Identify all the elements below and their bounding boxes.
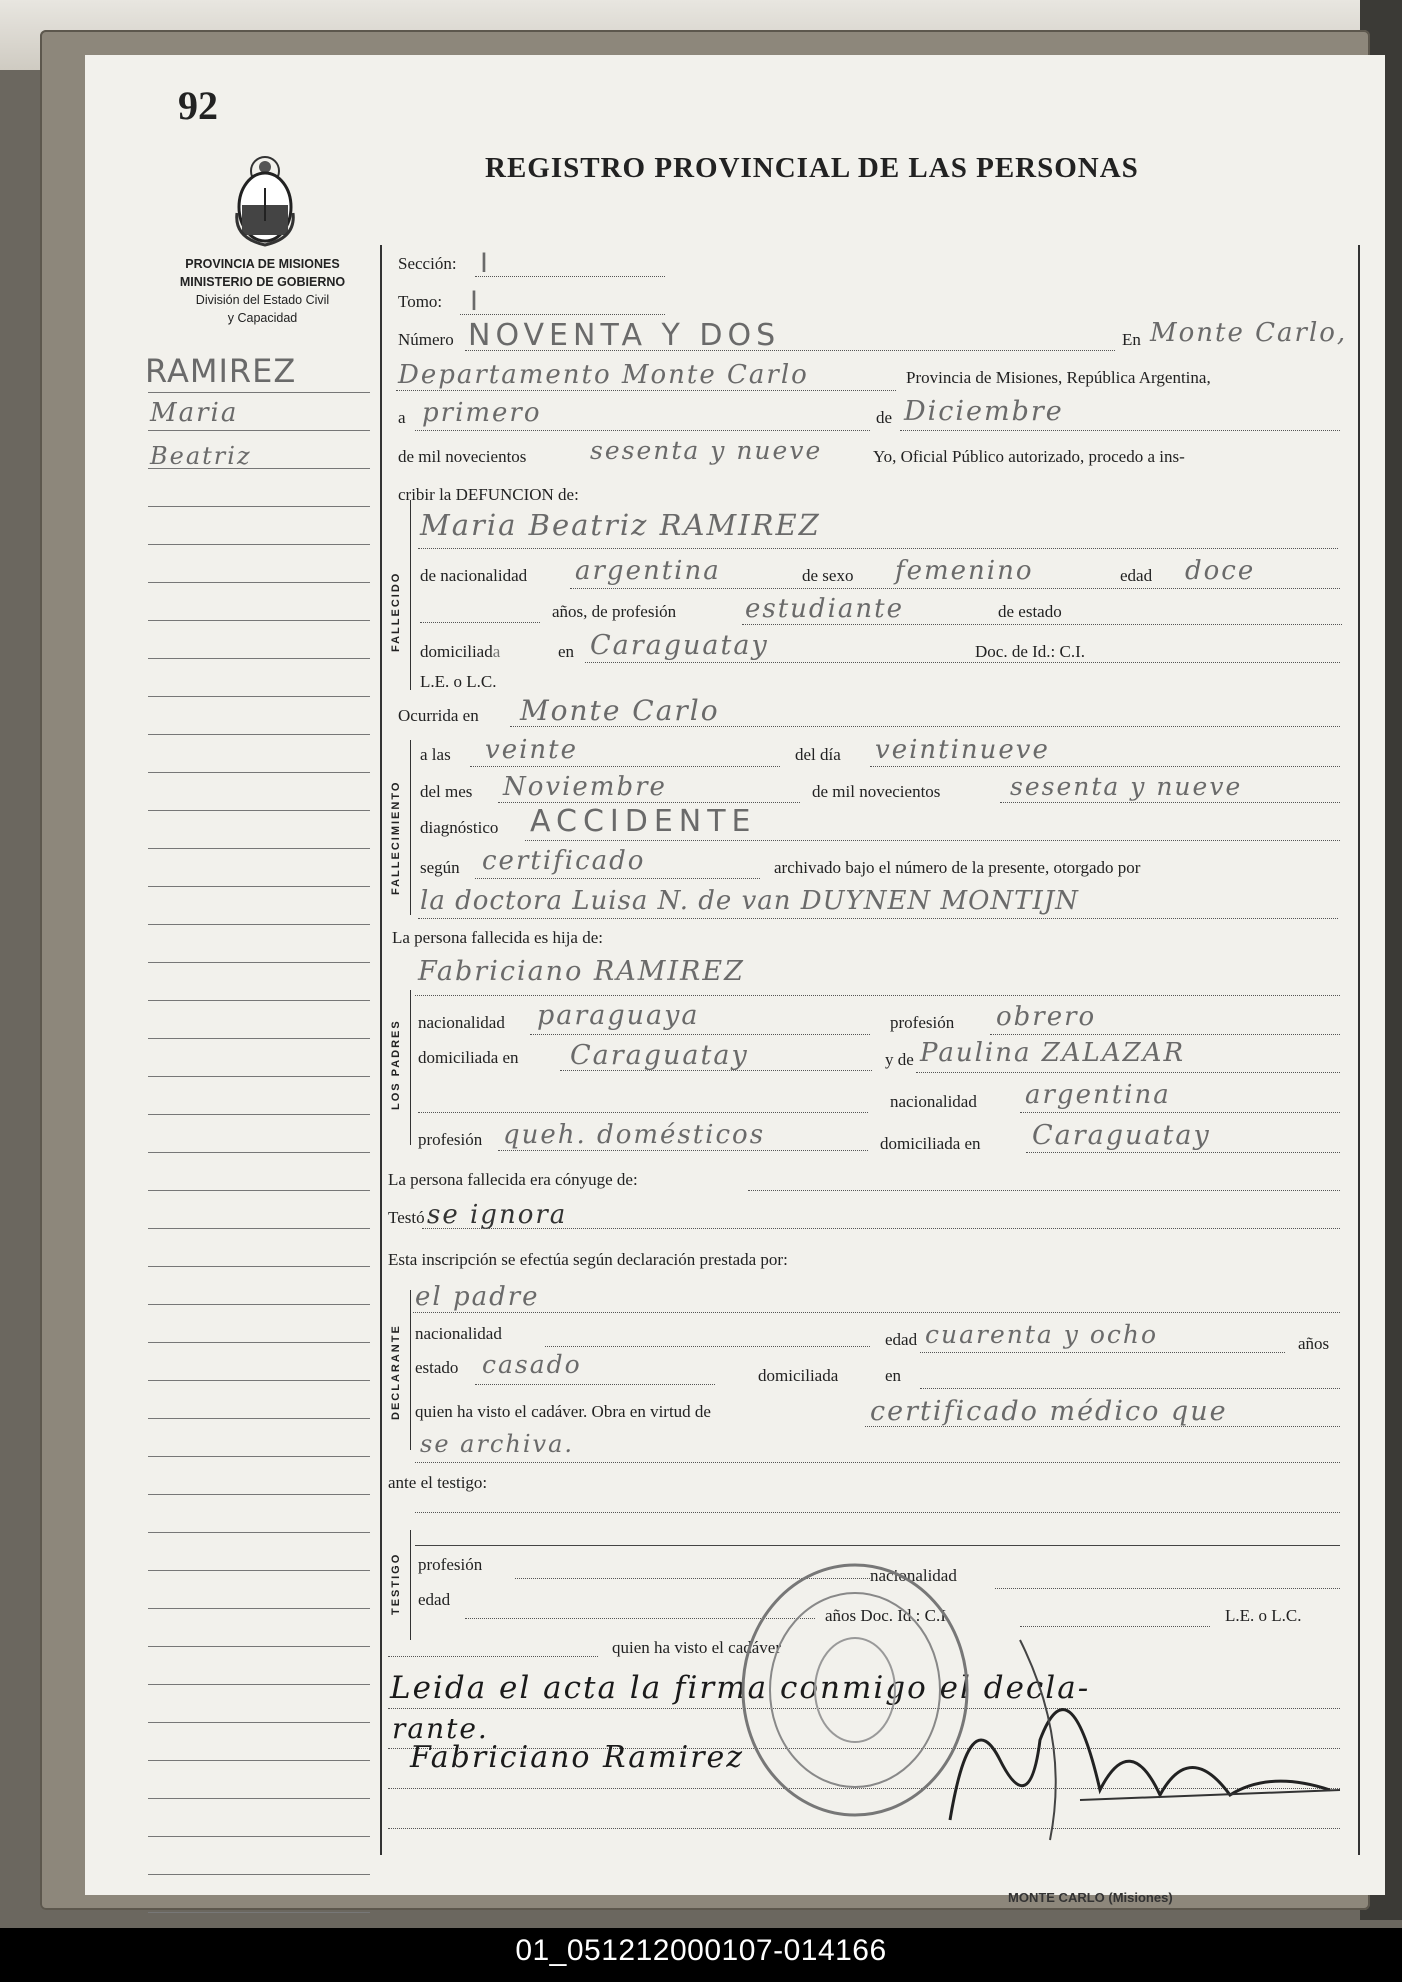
margin-rule-line — [148, 734, 370, 735]
doctora-line — [418, 918, 1338, 919]
margin-rule-line — [148, 1760, 370, 1761]
section-label-padres: LOS PADRES — [390, 1019, 402, 1110]
departamento-value: Departamento Monte Carlo — [398, 360, 809, 390]
fallecido-nombre: Maria Beatriz RAMIREZ — [420, 508, 821, 542]
padre-nacionalidad-value: paraguaya — [537, 1000, 700, 1031]
declarante-bracket — [410, 1290, 411, 1450]
padre-nombre: Fabriciano RAMIREZ — [418, 956, 745, 987]
a-label: a — [398, 408, 406, 427]
padre-domiciliada-label: domiciliada en — [418, 1048, 519, 1067]
fallecido-domiciliado-label — [420, 642, 500, 662]
fallecimiento-mes-value: Noviembre — [503, 772, 667, 802]
a-las-label: a las — [420, 745, 451, 764]
office-stamp-text: MONTE CARLO (Misiones) — [1008, 1890, 1173, 1905]
section-label-fallecido: FALLECIDO — [390, 571, 402, 652]
madre-domiciliada-label: domiciliada en — [880, 1134, 981, 1153]
declarante-domiciliada-label: domiciliada — [758, 1366, 839, 1385]
fallecido-domicilio-value: Caraguatay — [590, 630, 769, 661]
declarante-virtud-value-2: se archiva. — [420, 1430, 574, 1458]
testigo-nacionalidad-label: nacionalidad — [870, 1566, 957, 1585]
diagnostico-line — [525, 840, 1340, 841]
madre-nombre-line — [916, 1072, 1340, 1073]
ocurrida-value: Monte Carlo — [520, 694, 720, 727]
dia-label: del día — [795, 745, 841, 764]
declarante-virtud-value: certificado médico que — [870, 1396, 1228, 1427]
madre-domicilio-line — [1026, 1152, 1340, 1153]
section-label-declarante: DECLARANTE — [390, 1324, 402, 1420]
margin-rule-line — [148, 1114, 370, 1115]
margin-rule-line — [148, 1190, 370, 1191]
fallecido-profesion-value: estudiante — [745, 594, 904, 624]
declarante-nombre: el padre — [415, 1282, 540, 1312]
margin-rule-line — [148, 696, 370, 697]
y-de-label: y de — [885, 1050, 914, 1069]
madre-nacionalidad-line — [1020, 1112, 1340, 1113]
seccion-line — [475, 276, 665, 277]
margin-rule-line — [148, 430, 370, 431]
departamento-line — [396, 390, 896, 391]
margin-rule-line — [148, 1038, 370, 1039]
margin-rule-line — [148, 1608, 370, 1609]
declarante-estado-value: casado — [482, 1350, 582, 1379]
provincia-text: Provincia de Misiones, República Argentina, — [906, 368, 1211, 387]
inscripcion-text: Esta inscripción se efectúa según declaración prestada por: — [388, 1250, 788, 1269]
seccion-value: I — [480, 248, 491, 279]
margin-rule-line — [148, 1152, 370, 1153]
fallecido-edad-num-line — [420, 622, 540, 623]
segun-value: certificado — [482, 846, 646, 876]
fallecimiento-mes-line — [498, 802, 800, 803]
margin-given-name-1: Maria — [150, 398, 239, 428]
conyuge-line — [748, 1190, 1340, 1191]
margin-surname: RAMIREZ — [145, 352, 297, 390]
fallecimiento-mes-label: del mes — [420, 782, 473, 801]
margin-rule-line — [148, 772, 370, 773]
margin-rule-line — [148, 848, 370, 849]
hora-value: veinte — [485, 735, 578, 765]
fallecido-sexo-label: de sexo — [802, 566, 854, 585]
padre-domicilio-value: Caraguatay — [570, 1040, 749, 1071]
margin-rule-line — [148, 1912, 370, 1913]
dia-value: primero — [422, 398, 542, 428]
dia-line — [415, 430, 870, 431]
fallecido-bracket — [410, 500, 411, 690]
fallecido-estado-label: de estado — [998, 602, 1062, 621]
coat-of-arms-icon — [232, 143, 298, 248]
issuer-ministry: MINISTERIO DE GOBIERNO — [179, 275, 346, 289]
margin-rule-line — [148, 1874, 370, 1875]
madre-profesion-value: queh. domésticos — [503, 1120, 766, 1150]
margin-rule-line — [148, 1266, 370, 1267]
testigo-le-label: L.E. o L.C. — [1225, 1606, 1302, 1625]
declarante-virtud-line — [865, 1426, 1340, 1427]
diagnostico-label: diagnóstico — [420, 818, 499, 837]
margin-rule-line — [148, 658, 370, 659]
issuer-province: PROVINCIA DE MISIONES — [185, 257, 340, 271]
margin-rule-line — [148, 962, 370, 963]
oficial-text: Yo, Oficial Público autorizado, procedo a ins- — [873, 447, 1185, 466]
padre-domicilio-line — [560, 1070, 872, 1071]
margin-rule-line — [148, 1304, 370, 1305]
ocurrida-label: Ocurrida en — [398, 706, 479, 725]
madre-nacionalidad-value: argentina — [1025, 1080, 1171, 1110]
testigo-visto-line — [388, 1656, 598, 1657]
fallecido-sexo-value: femenino — [895, 556, 1034, 586]
margin-rule-line — [148, 1722, 370, 1723]
declarant-signature: Fabriciano Ramirez — [410, 1740, 745, 1775]
margin-rule-line — [148, 1494, 370, 1495]
testigo-profesion-label: profesión — [418, 1555, 483, 1574]
declarante-edad-line — [920, 1352, 1285, 1353]
margin-rule-line — [148, 1418, 370, 1419]
madre-nacionalidad-label: nacionalidad — [890, 1092, 977, 1111]
testo-line — [422, 1228, 1340, 1229]
declarante-nacionalidad-line — [545, 1346, 870, 1347]
tomo-label: Tomo: — [398, 292, 443, 311]
margin-rule-line — [148, 544, 370, 545]
en-label: En — [1122, 330, 1141, 349]
testigo-anios-doc-label: años Doc. Id.: C.I. — [825, 1606, 951, 1625]
padre-line-extra — [418, 1112, 868, 1113]
margin-rule-line — [148, 1342, 370, 1343]
margin-rule-line — [148, 886, 370, 887]
issuer-header — [140, 255, 385, 327]
image-identifier: 01_051212000107-014166 — [515, 1934, 887, 1967]
madre-nombre: Paulina ZALAZAR — [920, 1038, 1186, 1068]
doctora-value: la doctora Luisa N. de van DUYNEN MONTIJN — [420, 886, 1079, 916]
testo-value: se ignora — [427, 1200, 568, 1230]
numero-value: NOVENTA Y DOS — [468, 318, 781, 353]
fallecido-nombre-line — [418, 548, 1338, 549]
declarante-en-label: en — [885, 1366, 902, 1385]
declarante-edad-label: edad — [885, 1330, 918, 1349]
section-label-testigo: TESTIGO — [390, 1552, 402, 1615]
testigo-blank-line-1 — [415, 1512, 1340, 1513]
form-right-border — [1358, 245, 1360, 1855]
madre-domicilio-value: Caraguatay — [1032, 1120, 1211, 1151]
margin-rule-line — [148, 620, 370, 621]
testigo-edad-label: edad — [418, 1590, 451, 1609]
anio-prefix: de mil novecientos — [398, 447, 527, 466]
anio-value: sesenta y nueve — [590, 436, 823, 465]
padre-profesion-label: profesión — [890, 1013, 955, 1032]
mes-value: Diciembre — [904, 396, 1064, 427]
margin-given-name-2: Beatriz — [150, 442, 252, 470]
declarante-virtud-line-2 — [415, 1462, 1340, 1463]
fallecimiento-dia-value: veintinueve — [875, 735, 1050, 765]
margin-rule-line — [148, 582, 370, 583]
margin-rule-line — [148, 392, 370, 393]
section-label-fallecimiento: FALLECIMIENTO — [390, 780, 402, 895]
padre-nacionalidad-line — [530, 1034, 870, 1035]
margin-rule-line — [148, 1798, 370, 1799]
margin-rule-line — [148, 1646, 370, 1647]
hora-line — [470, 766, 780, 767]
archivado-text: archivado bajo el número de la presente, otorgado por — [774, 858, 1141, 877]
declarante-anios-label: años — [1298, 1334, 1330, 1353]
testigo-top-rule — [415, 1545, 1340, 1546]
fallecimiento-anio-value: sesenta y nueve — [1010, 772, 1243, 801]
declarante-estado-line — [475, 1384, 715, 1385]
margin-rule-line — [148, 924, 370, 925]
fallecido-en-label: en — [558, 642, 575, 661]
declarante-visto-text: quien ha visto el cadáver. Obra en virtud de — [415, 1402, 711, 1421]
padre-nombre-line — [415, 995, 1340, 996]
margin-rule-line — [148, 1000, 370, 1001]
padre-nacionalidad-label: nacionalidad — [418, 1013, 505, 1032]
form-left-border — [380, 245, 382, 1855]
fallecimiento-dia-line — [870, 766, 1340, 767]
inscribir-text: cribir la DEFUNCION de: — [398, 485, 579, 504]
ocurrida-line — [510, 726, 1340, 727]
margin-rule-line — [148, 1684, 370, 1685]
testigo-visto-text: quien ha visto el cadáver — [612, 1638, 781, 1657]
ante-testigo-text: ante el testigo: — [388, 1473, 488, 1492]
declarante-nombre-line — [413, 1312, 1340, 1313]
de-label: de — [876, 408, 893, 427]
fallecido-line-4 — [585, 662, 1340, 663]
margin-rule-line — [148, 468, 370, 469]
fallecido-anios-profesion-label: años, de profesión — [552, 602, 677, 621]
margin-rule-line — [148, 506, 370, 507]
margin-rule-line — [148, 1076, 370, 1077]
document-title: REGISTRO PROVINCIAL DE LAS PERSONAS — [485, 152, 1139, 184]
mes-line — [900, 430, 1340, 431]
madre-profesion-label: profesión — [418, 1130, 483, 1149]
fallecido-domiciliado-suffix: a — [492, 642, 501, 661]
fallecido-edad-label: edad — [1120, 566, 1153, 585]
official-signature — [930, 1620, 1350, 1860]
madre-profesion-line — [498, 1150, 868, 1151]
fallecimiento-bracket — [410, 740, 411, 915]
closing-line-1: Leida el acta la firma conmigo el decla- — [390, 1670, 1091, 1706]
segun-line — [475, 878, 760, 879]
margin-rule-line — [148, 1228, 370, 1229]
declarante-nacionalidad-label: nacionalidad — [415, 1324, 502, 1343]
hija-text: La persona fallecida es hija de: — [392, 928, 603, 947]
margin-rule-line — [148, 1456, 370, 1457]
padre-profesion-value: obrero — [996, 1002, 1097, 1032]
en-value: Monte Carlo, — [1150, 318, 1348, 348]
margin-rule-line — [148, 1532, 370, 1533]
padre-profesion-line — [990, 1034, 1340, 1035]
fallecido-line-2 — [570, 588, 1340, 589]
closing-line-2: rante. — [392, 1712, 489, 1745]
margin-rule-line — [148, 1836, 370, 1837]
fallecido-le-label: L.E. o L.C. — [420, 672, 497, 691]
page-number: 92 — [178, 83, 218, 128]
tomo-value: I — [470, 286, 481, 317]
margin-rule-line — [148, 1380, 370, 1381]
tomo-line — [460, 314, 665, 315]
diagnostico-value: ACCIDENTE — [530, 804, 757, 839]
padres-bracket — [410, 990, 411, 1145]
segun-label: según — [420, 858, 460, 877]
numero-line — [465, 350, 1115, 351]
fallecido-domiciliado-text: domiciliad — [420, 642, 493, 661]
seccion-label: Sección: — [398, 254, 457, 273]
fallecido-nacionalidad-label: de nacionalidad — [420, 566, 528, 585]
margin-rule-line — [148, 810, 370, 811]
fallecido-nacionalidad-value: argentina — [575, 556, 721, 586]
declarante-domicilio-line — [920, 1388, 1340, 1389]
testigo-bracket — [410, 1530, 411, 1640]
fallecimiento-anio-label: de mil novecientos — [812, 782, 941, 801]
issuer-division: División del Estado Civil — [195, 293, 330, 307]
declarante-edad-value: cuarenta y ocho — [925, 1320, 1159, 1349]
margin-rule-line — [148, 1570, 370, 1571]
issuer-division-sub: y Capacidad — [227, 311, 298, 325]
fallecido-edad-value: doce — [1185, 556, 1256, 586]
testo-label: Testó — [388, 1208, 425, 1227]
conyuge-label: La persona fallecida era cónyuge de: — [388, 1170, 638, 1189]
testigo-nacionalidad-line — [995, 1588, 1340, 1589]
fallecido-line-3 — [742, 624, 1342, 625]
numero-label: Número — [398, 330, 454, 349]
declarante-estado-label: estado — [415, 1358, 459, 1377]
fallecido-doc-label: Doc. de Id.: C.I. — [975, 642, 1086, 661]
fallecimiento-anio-line — [1000, 802, 1340, 803]
